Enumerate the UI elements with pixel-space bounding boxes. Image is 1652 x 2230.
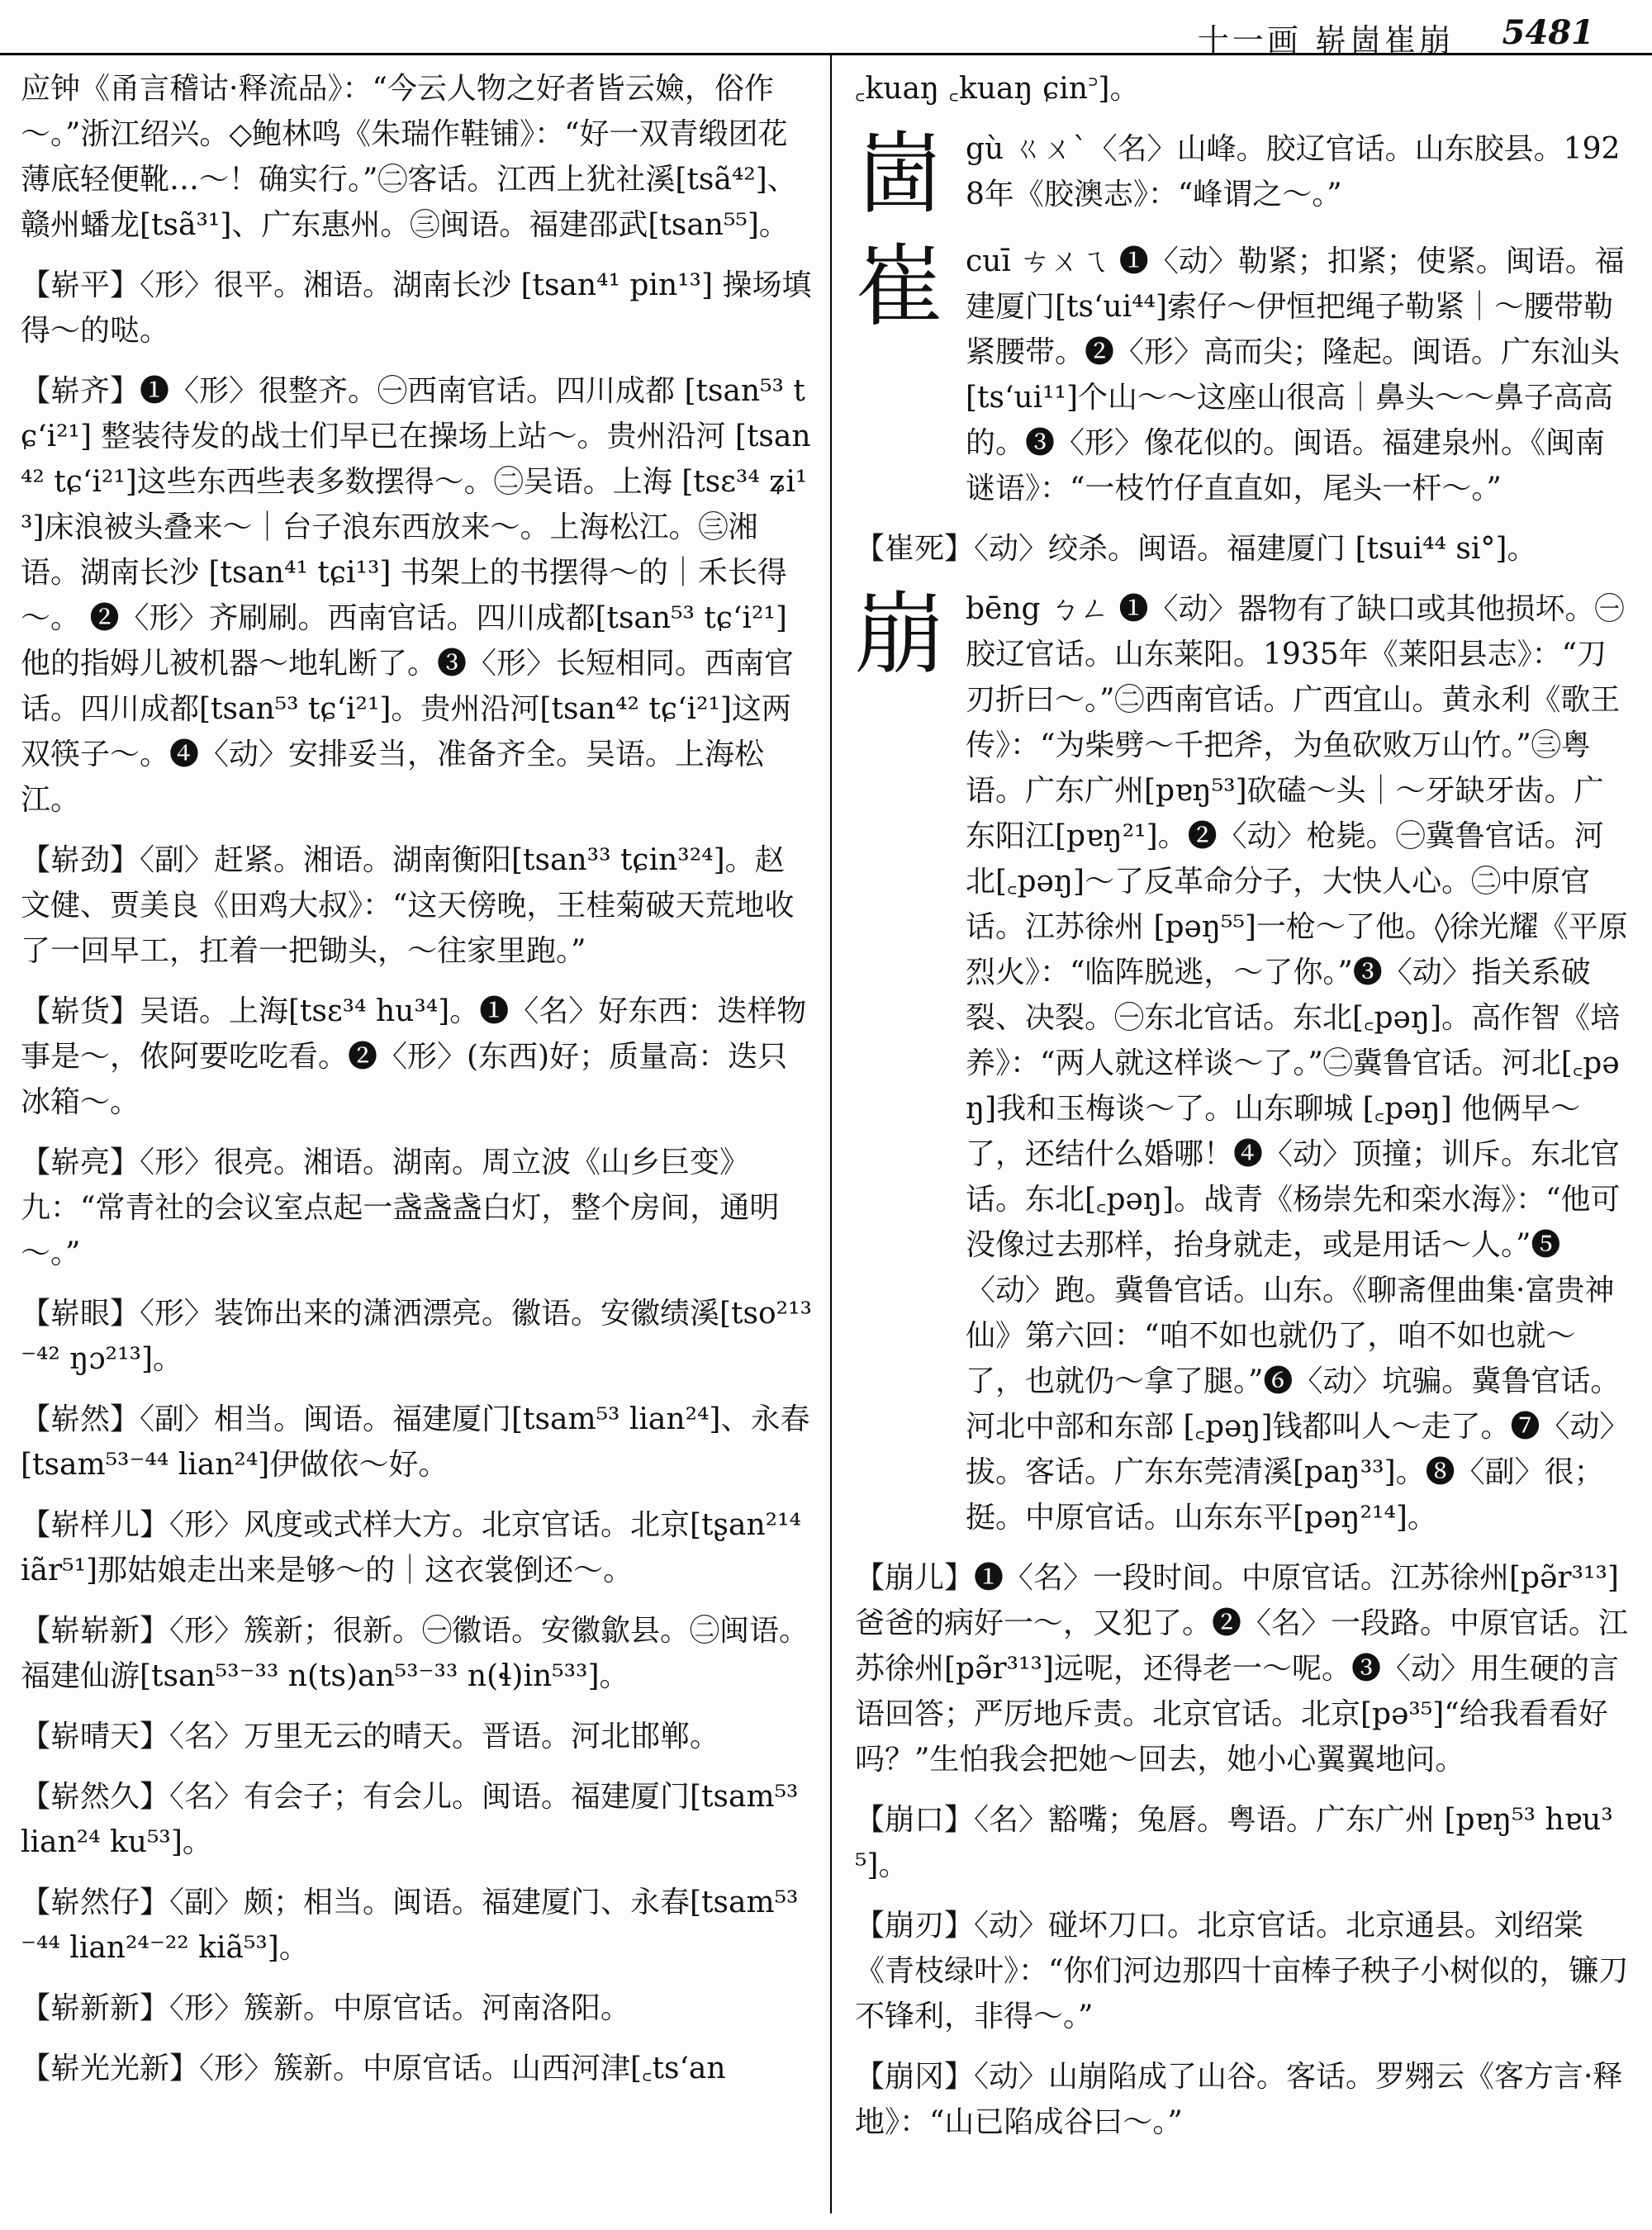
headword-entry [855,235,1631,511]
compound-entry: 【崔死】〈动〉绞杀。闽语。福建厦门 [tsui⁴⁴ si°]。 [855,532,1537,566]
compound-entry: 【崭样儿】〈形〉风度或式样大方。北京官话。北京[tʂan²¹⁴ iãr⁵¹]那姑娘走出来是够～的｜这衣裳倒还～。 [21,1508,801,1587]
compound-entry: 【崭劲】〈副〉赶紧。湘语。湖南衡阳[tsan³³ tɕin³²⁴]。赵文健、贾美良《田鸡大叔》：“这天傍晚，王桂菊破天荒地收了一回早工，扛着一把锄头，～往家里跑。” [21,843,795,968]
headword-entry [855,123,1631,226]
compound-entry: 【崩儿】❶〈名〉一段时间。中原官话。江苏徐州[pə̃r³¹³]爸爸的病好一～，又犯了。❷〈名〉一段路。中原官话。江苏徐州[pə̃r³¹³]远呢，还得老一～呢。❸〈动〉用生硬的言语回答；严厉地斥责。北京官话。北京[pə³⁵]“给我看看好吗？”生怕我会把她～回去，她小心翼翼地问。 [855,1561,1629,1777]
headword-entry [855,583,1631,1540]
continued-text: ꜀kuaŋ ꜀kuaŋ ɕin꜄]。 [855,72,1140,106]
headword-character: 崮 [855,123,945,226]
compound-entry: 【崭平】〈形〉很平。湘语。湖南长沙 [tsan⁴¹ pin¹³] 操场填得～的哒。 [21,268,812,348]
page-header [0,0,1652,59]
right-column [855,66,1631,2197]
headword-definition: cuī ㄘㄨㄟ ❶〈动〉勒紧；扣紧；使紧。闽语。福建厦门[tsʻui⁴⁴]索仔～伊恒把绳子勒紧｜～腰带勒紧腰带。❷〈形〉高而尖；隆起。闽语。广东汕头[tsʻui¹¹]个山～～这座山很高｜鼻头～～鼻子高高的。❸〈形〉像花似的。闽语。福建泉州。《闽南谜语》：“一枝竹仔直直如，尾头一杆～。” [966,244,1625,505]
headword-definition: gù ㄍㄨˋ〈名〉山峰。胶辽官话。山东胶县。1928年《胶澳志》：“峰谓之～。” [966,132,1621,211]
continued-text: 应钟《甬言稽诂·释流品》：“今云人物之好者皆云嬐，俗作～。”浙江绍兴。◇鲍林鸣《朱瑞作鞋铺》：“好一双青缎团花薄底轻便靴…～！确实行。”㊁客话。江西上犹社溪[tsã⁴²]、赣州蟠龙[tsã³¹]、广东惠州。㊂闽语。福建邵武[tsan⁵⁵]。 [21,72,797,242]
headword-character: 崔 [855,235,945,339]
compound-entry: 【崭货】吴语。上海[tsɛ³⁴ hu³⁴]。❶〈名〉好东西：迭样物事是～，侬阿要吃吃看。❷〈形〉(东西)好；质量高：迭只冰箱～。 [21,994,807,1119]
compound-entry: 【崭眼】〈形〉装饰出来的潇洒漂亮。徽语。安徽绩溪[tso²¹³⁻⁴² ŋɔ²¹³]。 [21,1297,812,1376]
compound-entry: 【崭亮】〈形〉很亮。湘语。湖南。周立波《山乡巨变》九：“常青社的会议室点起一盏盏盏白灯，整个房间，通明～。” [21,1146,780,1270]
compound-entry: 【崩刃】〈动〉碰坏刀口。北京官话。北京通县。刘绍棠《青枝绿叶》：“你们河边那四十亩棒子秧子小树似的，镰刀不锋利，非得～。” [855,1909,1629,2033]
compound-entry: 【崭然仔】〈副〉颇；相当。闽语。福建厦门、永春[tsam⁵³⁻⁴⁴ lian²⁴⁻²² kiã⁵³]。 [21,1886,799,1965]
headword-definition: bēng ㄅㄥ ❶〈动〉器物有了缺口或其他损坏。㊀胶辽官话。山东莱阳。1935年《莱阳县志》：“刀刃折曰～。”㊁西南官话。广西宜山。黄永利《歌王传》：“为柴劈～千把斧，为鱼砍败万山竹。”㊂粤语。广东广州[pɐŋ⁵³]砍磕～头｜～牙缺牙齿。广东阳江[pɐŋ²¹]。❷〈动〉枪毙。㊀冀鲁官话。河北[꜀pəŋ]～了反革命分子，大快人心。㊁中原官话。江苏徐州 [pəŋ⁵⁵]一枪～了他。◊徐光耀《平原烈火》：“临阵脱逃，～了你。”❸〈动〉指关系破裂、决裂。㊀东北官话。东北[꜀pəŋ]。高作智《培养》：“两人就这样谈～了。”㊁冀鲁官话。河北[꜀pəŋ]我和玉梅谈～了。山东聊城 [꜀pəŋ] 他俩早～了，还结什么婚哪！❹〈动〉顶撞；训斥。东北官话。东北[꜀pəŋ]。战青《杨崇先和栾水海》：“他可没像过去那样，抬身就走，或是用话～人。”❺〈动〉跑。冀鲁官话。山东。《聊斋俚曲集·富贵神仙》第六回：“咱不如也就仍了，咱不如也就～了，也就仍～拿了腿。”❻〈动〉坑骗。冀鲁官话。河北中部和东部 [꜀pəŋ]钱都叫人～走了。❼〈动〉拔。客话。广东东莞清溪[paŋ³³]。❽〈副〉很；挺。中原官话。山东东平[pəŋ²¹⁴]。 [966,592,1630,1535]
compound-entry: 【崩口】〈名〉豁嘴；兔唇。粤语。广东广州 [pɐŋ⁵³ hɐu³⁵]。 [855,1803,1613,1882]
compound-entry: 【崭然】〈副〉相当。闽语。福建厦门[tsam⁵³ lian²⁴]、永春[tsam⁵³⁻⁴⁴ lian²⁴]伊做依～好。 [21,1402,810,1482]
headword-character: 崩 [855,583,945,686]
compound-entry: 【崭新新】〈形〉簇新。中原官话。河南洛阳。 [21,1991,631,2025]
compound-entry: 【崩冈】〈动〉山崩陷成了山谷。客话。罗翙云《客方言·释地》：“山已陷成谷曰～。” [855,2060,1623,2139]
compound-entry: 【崭然久】〈名〉有会子；有会儿。闽语。福建厦门[tsam⁵³ lian²⁴ ku⁵³]。 [21,1780,799,1859]
compound-entry: 【崭光光新】〈形〉簇新。中原官话。山西河津[꜀tsʻan [21,2052,726,2085]
compound-entry: 【崭崭新】〈形〉簇新；很新。㊀徽语。安徽歙县。㊁闽语。福建仙游[tsan⁵³⁻³³ n(ts)an⁵³⁻³³ n(ɬ)in⁵³³]。 [21,1614,809,1693]
compound-entry: 【崭齐】❶〈形〉很整齐。㊀西南官话。四川成都 [tsan⁵³ tɕʻi²¹] 整装待发的战士们早已在操场上站～。贵州沿河 [tsan⁴² tɕʻi²¹]这些东西些表多数摆得～。㊁吴语。上海 [tsɛ³⁴ ʑi¹³]床浪被头叠来～｜台子浪东西放来～。上海松江。㊂湘语。湖南长沙 [tsan⁴¹ tɕi¹³] 书架上的书摆得～的｜禾长得～。 ❷〈形〉齐刷刷。西南官话。四川成都[tsan⁵³ tɕʻi²¹]他的指姆儿被机器～地轧断了。❸〈形〉长短相同。西南官话。四川成都[tsan⁵³ tɕʻi²¹]。贵州沿河[tsan⁴² tɕʻi²¹]这两双筷子～。❹〈动〉安排妥当，准备齐全。吴语。上海松江。 [21,374,811,817]
compound-entry: 【崭晴天】〈名〉万里无云的晴天。晋语。河北邯郸。 [21,1720,720,1753]
left-column [21,66,814,2197]
header-running-title: 十一画 崭崮崔崩 [1197,22,1454,59]
page-number: 5481 [1502,13,1594,52]
column-divider [830,53,832,2213]
